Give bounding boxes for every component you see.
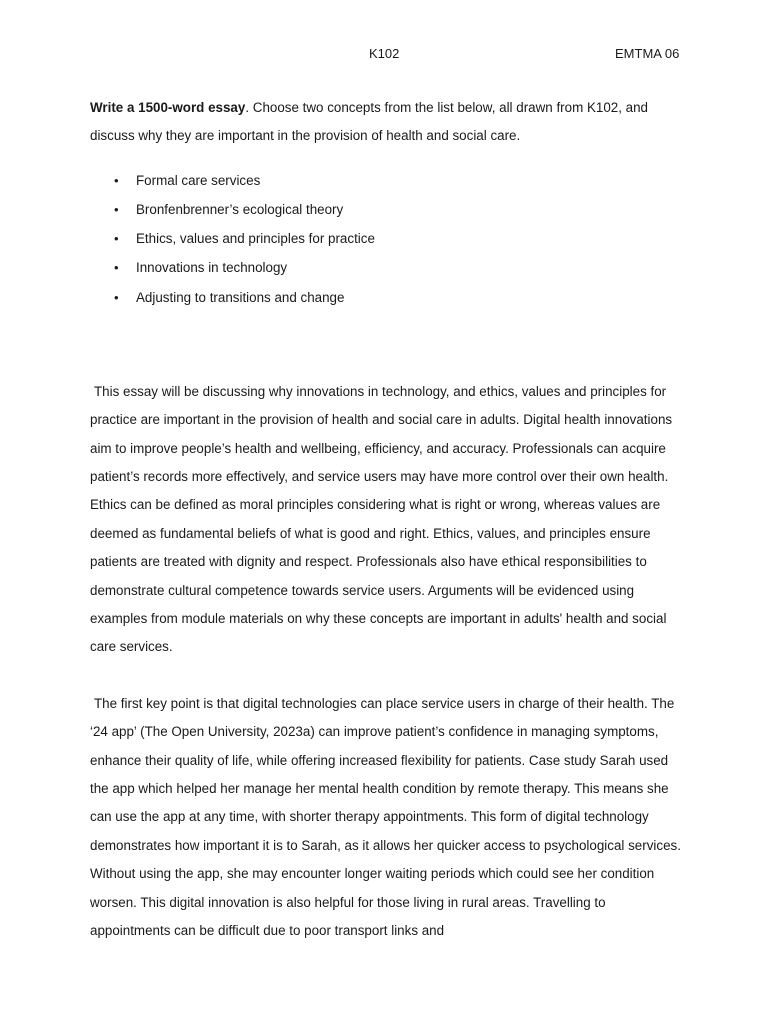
prompt-text: . Choose two concepts from the list below, all drawn from K102, and discuss why they are important in the provision of health and social care. [90,100,648,144]
essay-prompt [90,94,682,151]
list-item [90,283,682,312]
bullet-icon: • [114,172,119,188]
concept-label: Adjusting to transitions and change [136,289,345,305]
page-header [0,46,768,66]
list-item [90,166,682,195]
essay-body [90,378,682,946]
list-item [90,195,682,224]
essay-paragraph-introduction: This essay will be discussing why innovations in technology, and ethics, values and principles for practice are important in the provision of health and social care in adults. Digital health innovations aim to improve people’s health and wellbeing, efficiency, and accuracy. Professionals can acquire patient’s records more effectively, and service users may have more control over their own health. Ethics can be defined as moral principles considering what is right or wrong, whereas values are deemed as fundamental beliefs of what is good and right. Ethics, values, and principles ensure patients are treated with dignity and respect. Professionals also have ethical responsibilities to demonstrate cultural competence towards service users. Arguments will be evidenced using examples from module materials on why these concepts are important in adults' health and social care services. [90,383,673,655]
concept-label: Innovations in technology [136,260,288,276]
bullet-icon: • [114,231,119,247]
concept-label: Bronfenbrenner’s ecological theory [136,202,344,217]
assignment-code: EMTMA 06 [615,46,680,61]
bullet-icon: • [114,260,119,276]
prompt-bold: Write a 1500-word essay [90,100,246,115]
concept-label: Formal care services [136,172,261,188]
course-code: K102 [369,46,400,61]
bullet-icon: • [114,289,119,305]
concept-label: Ethics, values and principles for practice [136,231,375,247]
document-body [90,94,682,945]
list-item [90,253,682,282]
bullet-icon: • [114,202,119,217]
concept-list [90,166,682,312]
essay-paragraph-first-point: The first key point is that digital technologies can place service users in charge of their health. The ‘24 app’ (The Open University, 2023a) can improve patient’s confidence in managing symptoms, enhance their quality of life, while offering increased flexibility for patients. Case study Sarah used the app which helped her manage her mental health condition by remote therapy. This means she can use the app at any time, with shorter therapy appointments. This form of digital technology demonstrates how important it is to Sarah, as it allows her quicker access to psychological services. Without using the app, she may encounter longer waiting periods which could see her condition worsen. This digital innovation is also helpful for those living in rural areas. Travelling to appointments can be difficult due to poor transport links and [90,695,681,939]
list-item [90,224,682,253]
